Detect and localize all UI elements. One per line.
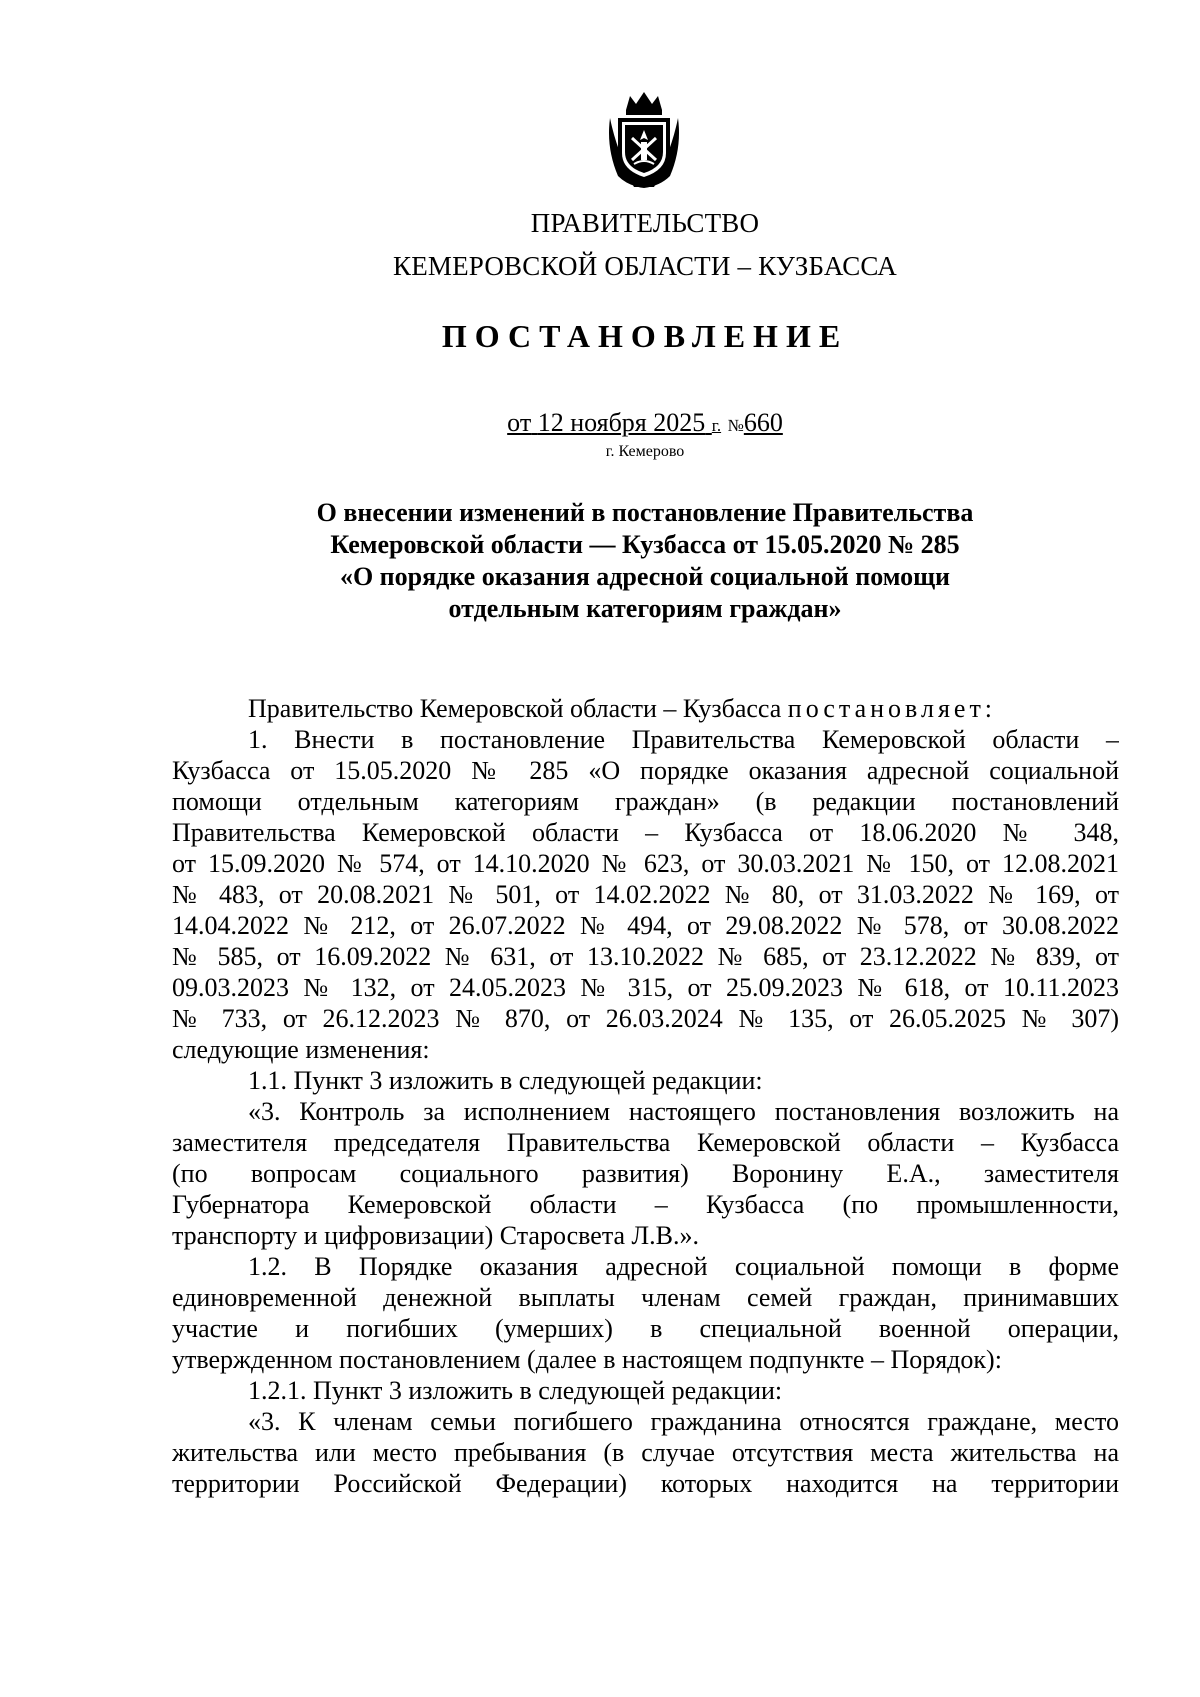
body-line: Правительства Кемеровской области – Кузбасса от 18.06.2020 № 348, xyxy=(172,818,1119,847)
document-title xyxy=(200,497,1090,625)
body-line: 1.1. Пункт 3 изложить в следующей редакции: xyxy=(248,1066,763,1095)
body-line: от 15.09.2020 № 574, от 14.10.2020 № 623, от 30.03.2021 № 150, от 12.08.2021 xyxy=(172,849,1119,878)
document-type: ПОСТАНОВЛЕНИЕ xyxy=(441,318,849,354)
document-body xyxy=(172,693,1119,1499)
intro-text: Правительство Кемеровской области – Кузбасса xyxy=(248,694,782,723)
title-line: «О порядке оказания адресной социальной помощи xyxy=(339,562,951,591)
body-line: транспорту и цифровизации) Старосвета Л.В.». xyxy=(172,1221,700,1250)
body-line: 14.04.2022 № 212, от 26.07.2022 № 494, от 29.08.2022 № 578, от 30.08.2022 xyxy=(172,911,1119,940)
number-sign: № xyxy=(727,416,744,435)
document-date-line xyxy=(0,408,1200,438)
body-line: «3. К членам семьи погибшего гражданина относятся граждане, место xyxy=(248,1407,1119,1436)
body-line: 09.03.2023 № 132, от 24.05.2023 № 315, от 25.09.2023 № 618, от 10.11.2023 xyxy=(172,973,1119,1002)
coat-of-arms-icon xyxy=(604,88,684,190)
body-line: участие и погибших (умерших) в специальной военной операции, xyxy=(172,1314,1119,1343)
title-line: Кемеровской области — Кузбасса от 15.05.2020 № 285 xyxy=(330,530,960,559)
intro-decree-word: постановляет: xyxy=(787,694,997,723)
organization-name: ПРАВИТЕЛЬСТВО xyxy=(530,208,760,238)
title-line: отдельным категориям граждан» xyxy=(448,594,842,623)
body-line: «3. Контроль за исполнением настоящего постановления возложить на xyxy=(248,1097,1119,1126)
body-line: № 483, от 20.08.2021 № 501, от 14.02.2022 № 80, от 31.03.2022 № 169, от xyxy=(172,880,1119,909)
body-line: единовременной денежной выплаты членам семей граждан, принимавших xyxy=(172,1283,1119,1312)
document-number: 660 xyxy=(743,408,783,437)
body-line: утвержденном постановлением (далее в настоящем подпункте – Порядок): xyxy=(172,1345,1002,1374)
body-line: № 733, от 26.12.2023 № 870, от 26.03.2024 № 135, от 26.05.2025 № 307) xyxy=(172,1004,1119,1033)
body-line xyxy=(172,693,1119,724)
body-line: Губернатора Кемеровской области – Кузбасса (по промышленности, xyxy=(172,1190,1119,1219)
body-line: 1. Внести в постановление Правительства Кемеровской области – xyxy=(248,725,1119,754)
body-line: 1.2. В Порядке оказания адресной социальной помощи в форме xyxy=(248,1252,1119,1281)
body-line: помощи отдельным категориям граждан» (в редакции постановлений xyxy=(172,787,1119,816)
body-line: жительства или место пребывания (в случае отсутствия места жительства на xyxy=(172,1438,1119,1467)
organization-region: КЕМЕРОВСКОЙ ОБЛАСТИ – КУЗБАССА xyxy=(393,251,897,281)
body-line: заместителя председателя Правительства Кемеровской области – Кузбасса xyxy=(172,1128,1119,1157)
document-city: г. Кемерово xyxy=(605,443,685,460)
body-line: Кузбасса от 15.05.2020 № 285 «О порядке оказания адресной социальной xyxy=(172,756,1119,785)
date-prefix: от xyxy=(507,408,532,437)
title-line: О внесении изменений в постановление Правительства xyxy=(316,498,974,527)
body-line: следующие изменения: xyxy=(172,1035,430,1064)
body-line: (по вопросам социального развития) Воронину Е.А., заместителя xyxy=(172,1159,1119,1188)
year-suffix: г. xyxy=(711,416,722,435)
body-line: территории Российской Федерации) которых находится на территории xyxy=(172,1469,1119,1498)
document-date: 12 ноября 2025 xyxy=(537,408,706,437)
body-line: № 585, от 16.09.2022 № 631, от 13.10.2022 № 685, от 23.12.2022 № 839, от xyxy=(172,942,1119,971)
body-line: 1.2.1. Пункт 3 изложить в следующей редакции: xyxy=(248,1376,783,1405)
